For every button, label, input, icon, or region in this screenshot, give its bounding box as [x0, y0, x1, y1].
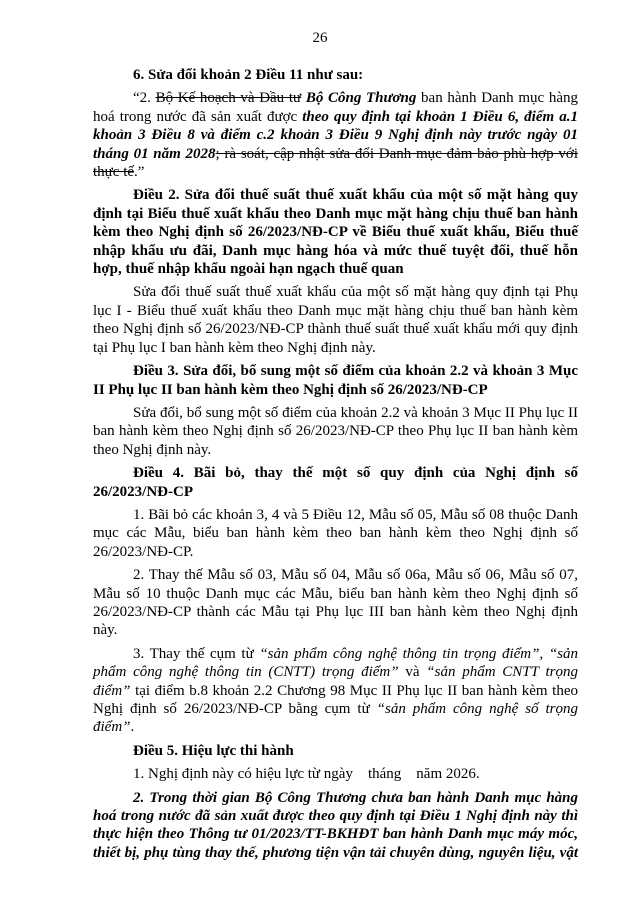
- quote-close: .”: [134, 164, 145, 181]
- article-5-clause-2: 2. Trong thời gian Bộ Công Thương chưa ban hành Danh mục hàng hoá trong nước đã sản xuất được theo quy định tại Điều 1 Nghị định này thì thực hiện theo Thông tư 01/2023/TT-BKHĐT ban hành Danh mục máy móc, thiết bị, phụ tùng thay thế, phương tiện vận tải chuyên dùng, nguyên liệu, vật: [93, 789, 578, 861]
- article-4-item-2: 2. Thay thế Mẫu số 03, Mẫu số 04, Mẫu số 06a, Mẫu số 06, Mẫu số 07, Mẫu số 10 thuộc Danh mục các Mẫu, biểu ban hành kèm theo Nghị định số 26/2023/NĐ-CP thành các Mẫu tại Phụ lục III ban hành kèm theo Nghị định này.: [93, 567, 578, 639]
- term-separator: và: [398, 664, 427, 681]
- article-4-item-3: [93, 645, 578, 737]
- document-body: [93, 66, 578, 862]
- struck-text-ministry-old: Bộ Kế hoạch và Đầu tư: [155, 90, 302, 107]
- article-4-title: Điều 4. Bãi bỏ, thay thế một số quy định của Nghị định số 26/2023/NĐ-CP: [93, 465, 578, 500]
- item-3-lead: 3. Thay thế cụm từ: [133, 645, 260, 662]
- item-6-quoted-clause: [93, 89, 578, 181]
- struck-text-review: ; rà soát, cập nhật sửa đổi Danh mục đảm bảo phù hợp với thực tế: [93, 145, 578, 181]
- article-3-title: Điều 3. Sửa đổi, bổ sung một số điểm của khoản 2.2 và khoản 3 Mục II Phụ lục II ban hành kèm theo Nghị định số 26/2023/NĐ-CP: [93, 363, 578, 398]
- replaced-term-1: “sản phẩm công nghệ thông tin trọng điểm”: [259, 645, 540, 662]
- inserted-text-conditions: theo quy định tại khoản 1 Điều 6, điểm a.1 khoản 3 Điều 8 và điểm c.2 khoản 3 Điều 9 Nghị định này trước ngày 01 tháng 01 năm 2028: [93, 108, 578, 162]
- replaced-term-3: “sản phẩm CNTT trọng điểm”: [93, 664, 578, 699]
- article-3-body: Sửa đổi, bổ sung một số điểm của khoản 2.2 và khoản 3 Mục II Phụ lục II ban hành kèm theo Nghị định số 26/2023/NĐ-CP theo Phụ lục II ban hành kèm theo Nghị định này.: [93, 404, 578, 458]
- article-5-clause-1: 1. Nghị định này có hiệu lực từ ngày tháng năm 2026.: [133, 766, 480, 783]
- new-term: “sản phẩm công nghệ số trọng điểm”: [93, 701, 578, 736]
- item-6-heading: 6. Sửa đổi khoản 2 Điều 11 như sau:: [133, 67, 364, 83]
- article-2-body: Sửa đổi thuế suất thuế xuất khẩu của một số mặt hàng quy định tại Phụ lục I - Biểu thuế xuất khẩu theo Danh mục mặt hàng chịu thuế ban hành kèm theo Nghị định số 26/2023/NĐ-CP thành thuế suất thuế xuất khẩu mới quy định tại Phụ lục I ban hành kèm theo Nghị định này.: [93, 284, 578, 356]
- replaced-term-2: “sản phẩm công nghệ thông tin (CNTT) trọng điểm”: [93, 645, 579, 681]
- item-3-text: tại điểm b.8 khoản 2.2 Chương 98 Mục II Phụ lục II ban hành kèm theo Nghị định số 26/2023/NĐ-CP bằng cụm từ: [93, 682, 578, 717]
- page-number: 26: [312, 30, 328, 46]
- article-2-title: Điều 2. Sửa đổi thuế suất thuế xuất khẩu của một số mặt hàng quy định tại Biểu thuế xuất khẩu theo Danh mục mặt hàng chịu thuế ban hành kèm theo Nghị định số 26/2023/NĐ-CP về Biểu thuế xuất khẩu, Biểu thuế nhập khẩu ưu đãi, Danh mục hàng hóa và mức thuế tuyệt đối, thuế hỗn hợp, thuế nhập khẩu ngoài hạn ngạch thuế quan: [93, 187, 578, 278]
- quote-text: ban hành Danh mục hàng hoá trong nước đã sản xuất được: [93, 90, 578, 125]
- article-4-item-1: 1. Bãi bỏ các khoản 3, 4 và 5 Điều 12, Mẫu số 05, Mẫu số 08 thuộc Danh mục các Mẫu, biểu ban hành kèm theo ban hành kèm theo Nghị định số 26/2023/NĐ-CP.: [93, 506, 578, 560]
- inserted-text-ministry-new: Bộ Công Thương: [305, 90, 417, 107]
- item-3-end: .: [130, 719, 135, 736]
- article-5-title: Điều 5. Hiệu lực thi hành: [133, 742, 294, 759]
- quote-open: “2.: [133, 90, 156, 107]
- term-separator: ,: [539, 645, 549, 662]
